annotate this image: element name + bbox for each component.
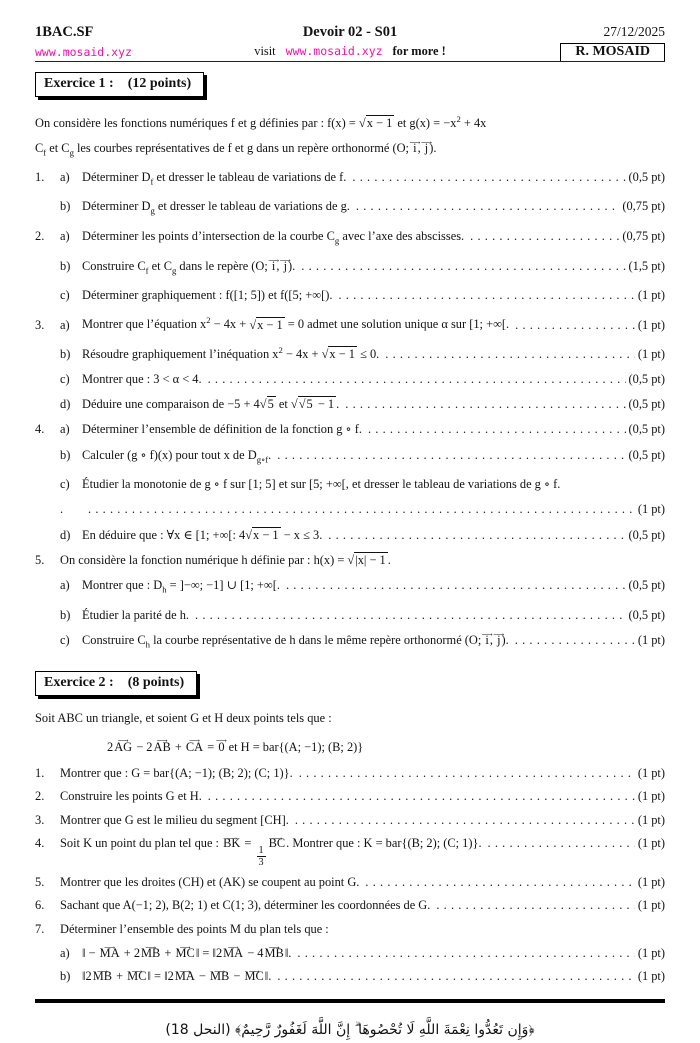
points-label: (1 pt) — [637, 346, 665, 361]
question-line — [35, 764, 665, 783]
question-line — [35, 311, 665, 334]
question-letter: b) — [60, 199, 71, 214]
points-label: (0,5 pt) — [628, 372, 665, 387]
question-line — [35, 197, 665, 220]
footer-rule — [35, 999, 665, 1003]
points-label: (1 pt) — [637, 945, 665, 960]
header-row-2 — [35, 43, 665, 59]
points-label: (1 pt) — [637, 632, 665, 647]
question-text: Montrer que : 3 < α < 4. — [82, 372, 202, 387]
question-text: Construire les points G et H. — [60, 789, 202, 804]
dot-leader — [277, 967, 634, 986]
exercise2-box — [35, 671, 197, 696]
exercise2-title: Exercice 2 : — [44, 674, 114, 690]
dot-leader — [195, 606, 626, 625]
question-number: 3. — [35, 317, 45, 332]
dot-leader — [88, 500, 635, 519]
question-line — [35, 526, 665, 545]
question-letter: a) — [60, 228, 70, 243]
question-line — [35, 873, 665, 892]
question-number: 2. — [35, 228, 45, 243]
date-label: 27/12/2025 — [603, 24, 666, 39]
question-number: 2. — [35, 789, 45, 804]
points-label: (0,5 pt) — [628, 578, 665, 592]
question-text: Déterminer l’ensemble de définition de la fonction g ∘ f. — [82, 422, 362, 437]
question-letter: c) — [60, 632, 70, 647]
dot-leader — [286, 576, 626, 595]
points-label: (1,5 pt) — [628, 258, 665, 273]
points-label: (0,75 pt) — [622, 199, 665, 214]
question-number: 5. — [35, 552, 45, 567]
dot-leader — [515, 631, 635, 650]
visit-label: visit — [254, 44, 276, 58]
points-label: (0,5 pt) — [628, 527, 665, 542]
dot-leader — [436, 896, 634, 915]
dot-leader — [297, 944, 634, 963]
question-text: Montrer que : G = bar{(A; −1); (B; 2); (C; 1)}. — [60, 765, 293, 780]
question-letter: a) — [60, 578, 70, 592]
question-text: Déterminer les points d’intersection de la courbe $C_g$ avec l’axe des abscisses. — [82, 228, 465, 246]
question-text: Résoudre graphiquement l’inéquation $x^2 - 4x + √x - 1 \le 0$. — [82, 344, 380, 361]
question-line — [35, 920, 665, 939]
question-text: ‖ − ⟶ MA + 2⟶ MB + ⟶ MC‖ = ‖2⟶ MA − 4⟶ MB‖. — [82, 944, 291, 963]
points-label: (0,5 pt) — [628, 447, 665, 462]
dot-leader — [365, 873, 634, 892]
dot-leader — [470, 227, 619, 246]
dot-leader — [368, 420, 626, 439]
exercise1-points: (12 points) — [127, 76, 192, 91]
question-text: En déduire que : ∀x ∈ [1; +∞[: 4√x − 1 − x ≤ 3. — [82, 527, 323, 542]
exercise1-title: Exercice 1 : — [44, 76, 114, 91]
question-number: 5. — [35, 874, 45, 889]
question-text: Déterminer l’ensemble des points M du plan tels que : — [60, 922, 329, 937]
question-letter: d) — [60, 397, 71, 412]
question-number: 4. — [35, 836, 45, 851]
question-text: ‖2⟶ MB + ⟶ MC‖ = ‖2⟶ MA − ⟶ MB − ⟶ MC‖. — [82, 967, 271, 986]
question-line — [35, 944, 665, 963]
question-line — [35, 606, 665, 625]
exercise2-questions — [35, 764, 665, 987]
dot-leader — [301, 257, 625, 276]
question-line — [35, 896, 665, 915]
dot-leader — [515, 316, 635, 335]
page-title: Devoir 02 - S01 — [302, 24, 398, 40]
quran-verse: ﴿وَإِن تَعُدُّوا نِعْمَةَ اللَّهِ لَا تُحْصُوهَا ۗ إِنَّ اللَّهَ لَغَفُورٌ رَّحِيمٌ﴾ (النحل 18) — [165, 1021, 535, 1038]
question-letter: a) — [60, 945, 70, 960]
header-row-1 — [35, 24, 665, 41]
question-text: Sachant que A(−1; 2), B(2; 1) et C(1; 3), déterminer les coordonnées de G. — [60, 898, 431, 913]
question-line — [35, 631, 665, 654]
question-text: Construire $C_f$ et $C_g$ dans le repère (O; ⟶ i, ⟶ j). — [82, 257, 295, 280]
question-line — [35, 551, 665, 570]
dot-leader — [328, 526, 625, 545]
question-line — [35, 168, 665, 191]
question-letter: c) — [60, 372, 70, 387]
dot-leader — [299, 764, 635, 783]
dot-leader — [208, 370, 626, 389]
exercise1-intro-line-2: $C_f$ et $C_g$ les courbes représentatives de f et g dans un repère orthonormé (O; ⟶ i, ⟶ j). — [35, 138, 665, 162]
question-letter: . — [60, 502, 64, 517]
question-text: On considère la fonction numérique h définie par : h(x) = √|x| − 1 . — [60, 552, 391, 567]
points-label: (0,75 pt) — [622, 228, 665, 243]
author-badge: R. MOSAID — [560, 43, 665, 61]
points-label: (1 pt) — [637, 789, 665, 804]
visit-phrase — [254, 44, 446, 59]
question-line — [35, 500, 665, 519]
question-letter: b) — [60, 447, 71, 462]
points-label: (0,5 pt) — [628, 169, 665, 184]
question-text: Construire $C_h$ la courbe représentative de h dans le même repère orthonormé (O; ⟶ i, ⟶ j). — [82, 631, 509, 654]
question-letter: b) — [60, 969, 71, 984]
points-label: (0,5 pt) — [628, 397, 665, 412]
question-letter: d) — [60, 527, 71, 542]
dot-leader — [338, 286, 634, 305]
question-text: Montrer que : $D_h$ = ]−∞; −1] ∪ [1; +∞[. — [82, 578, 280, 595]
dot-leader — [356, 197, 619, 216]
question-letter: c) — [60, 288, 70, 303]
question-text: Déterminer $D_f$ et dresser le tableau de variations de f. — [82, 169, 347, 187]
question-text: Étudier la parité de h. — [82, 607, 189, 622]
exercise2-intro-line: Soit ABC un triangle, et soient G et H deux points tels que : — [35, 710, 332, 725]
dot-leader — [488, 834, 635, 853]
question-number: 6. — [35, 898, 45, 913]
question-line — [35, 257, 665, 280]
question-line — [35, 420, 665, 439]
question-number: 1. — [35, 765, 45, 780]
exercise1-questions — [35, 168, 665, 655]
question-text: Montrer que G est le milieu du segment [CH]. — [60, 812, 289, 827]
points-label: (1 pt) — [637, 812, 665, 827]
question-number: 7. — [35, 922, 45, 937]
dot-leader — [208, 787, 635, 806]
question-number: 3. — [35, 812, 45, 827]
site-link[interactable]: www.mosaid.xyz — [285, 44, 383, 58]
question-line — [35, 227, 665, 250]
points-label: (1 pt) — [637, 969, 665, 984]
exercise1-box — [35, 72, 204, 97]
question-letter: a) — [60, 317, 70, 332]
page-header — [35, 24, 665, 62]
points-label: (0,5 pt) — [628, 422, 665, 437]
dot-leader — [277, 446, 625, 465]
question-line — [35, 967, 665, 986]
question-line — [35, 475, 665, 494]
header-rule — [35, 61, 665, 62]
author-wrap — [446, 43, 665, 59]
question-text: Calculer (g ∘ f)(x) pour tout x de $D_{g\circ f}$. — [82, 447, 272, 465]
question-line — [35, 787, 665, 806]
question-line — [35, 811, 665, 830]
dot-leader — [385, 345, 635, 364]
site-link[interactable]: www.mosaid.xyz — [35, 45, 132, 59]
question-line — [35, 395, 665, 414]
points-label: (1 pt) — [637, 874, 665, 889]
dot-leader — [295, 811, 635, 830]
points-label: (1 pt) — [637, 317, 665, 332]
points-label: (0,5 pt) — [628, 607, 665, 622]
question-line — [35, 286, 665, 305]
question-letter: a) — [60, 422, 70, 437]
question-text: Soit K un point du plan tel que : ⟶ BK = $\frac{1}{3}$ ⟶ BC. Montrer que : K = bar{(B; 2); (C; 1)}. — [60, 834, 482, 868]
question-text: Déterminer graphiquement : f([1; 5]) et f([5; +∞[). — [82, 288, 333, 303]
exercise2-points: (8 points) — [127, 674, 185, 690]
question-line — [35, 341, 665, 364]
points-label: (1 pt) — [637, 502, 665, 517]
question-letter: b) — [60, 258, 71, 273]
question-text: Montrer que les droites (CH) et (AK) se coupent au point G. — [60, 874, 360, 889]
question-number: 4. — [35, 422, 45, 437]
question-line — [35, 834, 665, 868]
question-line — [35, 446, 665, 469]
points-label: (1 pt) — [637, 765, 665, 780]
question-letter: a) — [60, 169, 70, 184]
question-letter: c) — [60, 477, 70, 492]
question-text: Étudier la monotonie de g ∘ f sur [1; 5] et sur [5; +∞[, et dresser le tableau de variations de g ∘ f. — [82, 477, 561, 492]
question-text: Déduire une comparaison de −5 + 4√5 et √√5 − 1 . — [82, 397, 340, 412]
points-label: (1 pt) — [637, 288, 665, 303]
question-text: Déterminer $D_g$ et dresser le tableau de variations de g. — [82, 199, 350, 216]
dot-leader — [345, 395, 625, 414]
more-label: for more ! — [392, 44, 446, 58]
exercise2-equation: 2⟶ AG − 2⟶ AB + ⟶ CA = ⟶ 0 et H = bar{(A; −1); (B; 2)} — [107, 733, 665, 757]
points-label: (1 pt) — [637, 836, 665, 851]
question-line — [35, 576, 665, 599]
question-number: 1. — [35, 169, 45, 184]
question-letter: b) — [60, 607, 71, 622]
question-text: Montrer que l’équation $x^2 - 4x + √x - 1 = 0$ admet une solution unique α sur [1; +∞[. — [82, 315, 510, 332]
question-line — [35, 370, 665, 389]
exercise1-intro-line-1: On considère les fonctions numériques f et g définies par : f(x) = √x − 1 et $g(x) = -x^2 + 4x$ — [35, 114, 487, 131]
points-label: (1 pt) — [637, 898, 665, 913]
dot-leader — [352, 168, 625, 187]
course-label: 1BAC.SF — [35, 24, 94, 40]
question-letter: b) — [60, 346, 71, 361]
